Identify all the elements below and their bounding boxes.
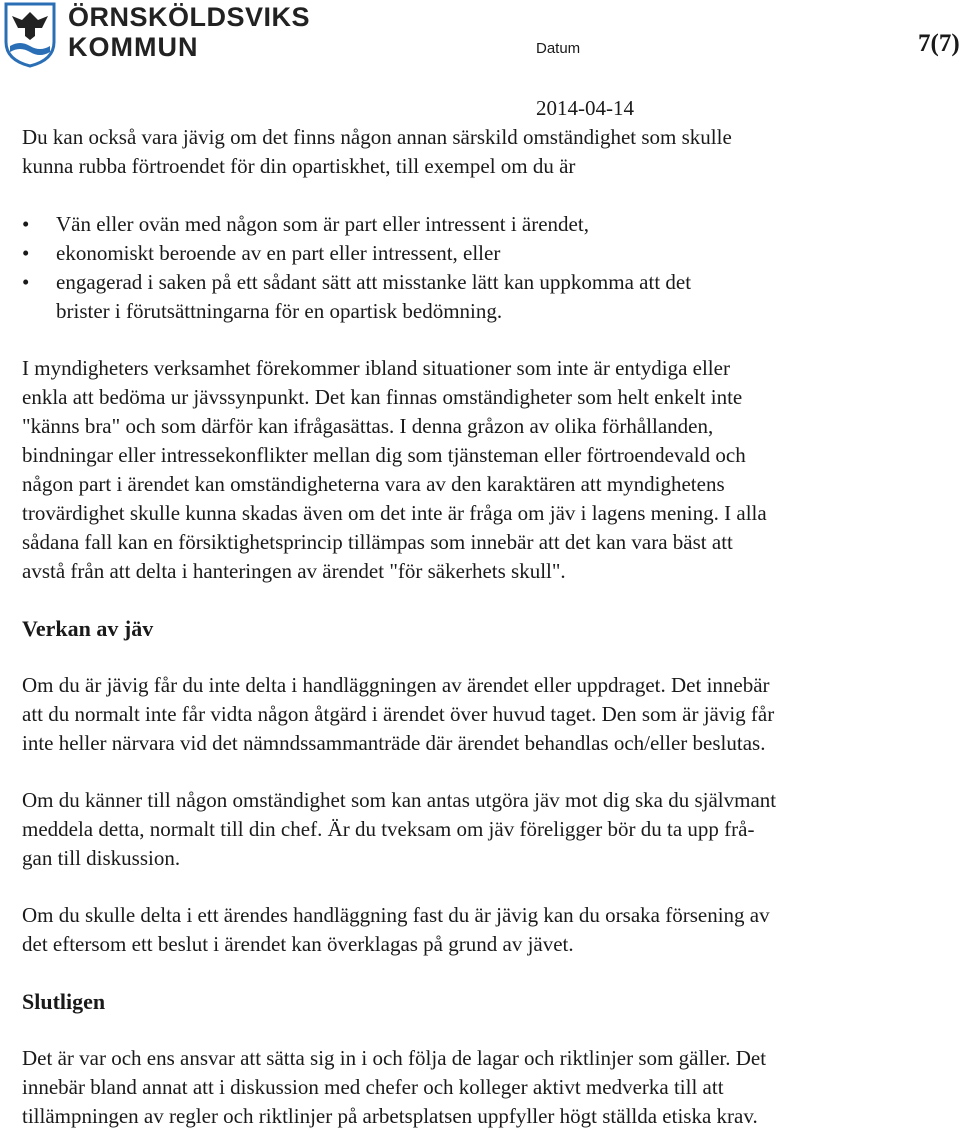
text-line: avstå från att delta i hanteringen av ärendet "för säkerhets skull". — [22, 559, 566, 583]
text-line: Om du är jävig får du inte delta i handläggningen av ärendet eller uppdraget. Det innebär — [22, 673, 770, 697]
text-line: meddela detta, normalt till din chef. Är du tveksam om jäv föreligger bör du ta upp frå- — [22, 817, 755, 841]
date-label: Datum — [536, 40, 581, 57]
bullet-text: Vän eller ovän med någon som är part eller intressent i ärendet, — [56, 212, 589, 236]
bullet-item — [22, 239, 942, 268]
bullet-text: engagerad i saken på ett sådant sätt att misstanke lätt kan uppkomma att det — [56, 270, 692, 294]
text-line: någon part i ärendet kan omständigheterna vara av den karaktären att myndighetens — [22, 472, 725, 496]
bullet-item — [22, 210, 942, 239]
intro-line-1: Du kan också vara jävig om det finns någon annan särskild omständighet som skulle — [22, 125, 732, 149]
bullet-list — [22, 210, 942, 326]
paragraph-anmalan — [22, 786, 942, 873]
page-number: 7(7) — [918, 30, 960, 57]
eagle-crest-icon — [2, 2, 58, 68]
paragraph-ansvar — [22, 1044, 942, 1131]
text-line: inte heller närvara vid det nämndssammanträde där ärendet behandlas och/eller beslutas. — [22, 731, 766, 755]
intro-line-2: kunna rubba förtroendet för din opartiskhet, till exempel om du är — [22, 154, 576, 178]
text-line: gan till diskussion. — [22, 846, 181, 870]
paragraph-verkan — [22, 671, 942, 758]
heading-slutligen: Slutligen — [22, 989, 106, 1014]
logo-line-2: KOMMUN — [68, 32, 199, 62]
heading-verkan-av-jav: Verkan av jäv — [22, 616, 154, 641]
text-line: innebär bland annat att i diskussion med chefer och kolleger aktivt medverka till att — [22, 1075, 724, 1099]
document-body — [22, 123, 942, 1131]
text-line: Om du känner till någon omständighet som kan antas utgöra jäv mot dig ska du självmant — [22, 788, 777, 812]
logo-wordmark — [68, 2, 310, 62]
date-value: 2014-04-14 — [536, 96, 634, 120]
paragraph-forsening — [22, 901, 942, 959]
bullet-text: ekonomiskt beroende av en part eller intressent, eller — [56, 241, 501, 265]
text-line: tillämpningen av regler och riktlinjer på arbetsplatsen uppfyller högt ställda etiska krav. — [22, 1104, 758, 1128]
text-line: Det är var och ens ansvar att sätta sig in i och följa de lagar och riktlinjer som gäller. Det — [22, 1046, 767, 1070]
text-line: att du normalt inte får vidta någon åtgärd i ärendet över huvud taget. Den som är jävig får — [22, 702, 775, 726]
paragraph-jav-situationer — [22, 354, 942, 586]
bullet-item — [22, 268, 942, 326]
bullet-text: brister i förutsättningarna för en opartisk bedömning. — [56, 299, 503, 323]
text-line: I myndigheters verksamhet förekommer ibland situationer som inte är entydiga eller — [22, 356, 730, 380]
text-line: "känns bra" och som därför kan ifrågasättas. I denna gråzon av olika förhållanden, — [22, 414, 714, 438]
text-line: trovärdighet skulle kunna skadas även om det inte är fråga om jäv i lagens mening. I alla — [22, 501, 767, 525]
logo-line-1: ÖRNSKÖLDSVIKS — [68, 2, 311, 32]
text-line: enkla att bedöma ur jävssynpunkt. Det kan finnas omständigheter som helt enkelt inte — [22, 385, 743, 409]
kommun-logo — [2, 2, 311, 68]
text-line: det eftersom ett beslut i ärendet kan överklagas på grund av jävet. — [22, 932, 574, 956]
text-line: sådana fall kan en försiktighetsprincip tillämpas som innebär att det kan vara bäst att — [22, 530, 733, 554]
text-line: bindningar eller intressekonflikter mellan dig som tjänsteman eller förtroendevald och — [22, 443, 746, 467]
text-line: Om du skulle delta i ett ärendes handläggning fast du är jävig kan du orsaka försening av — [22, 903, 770, 927]
